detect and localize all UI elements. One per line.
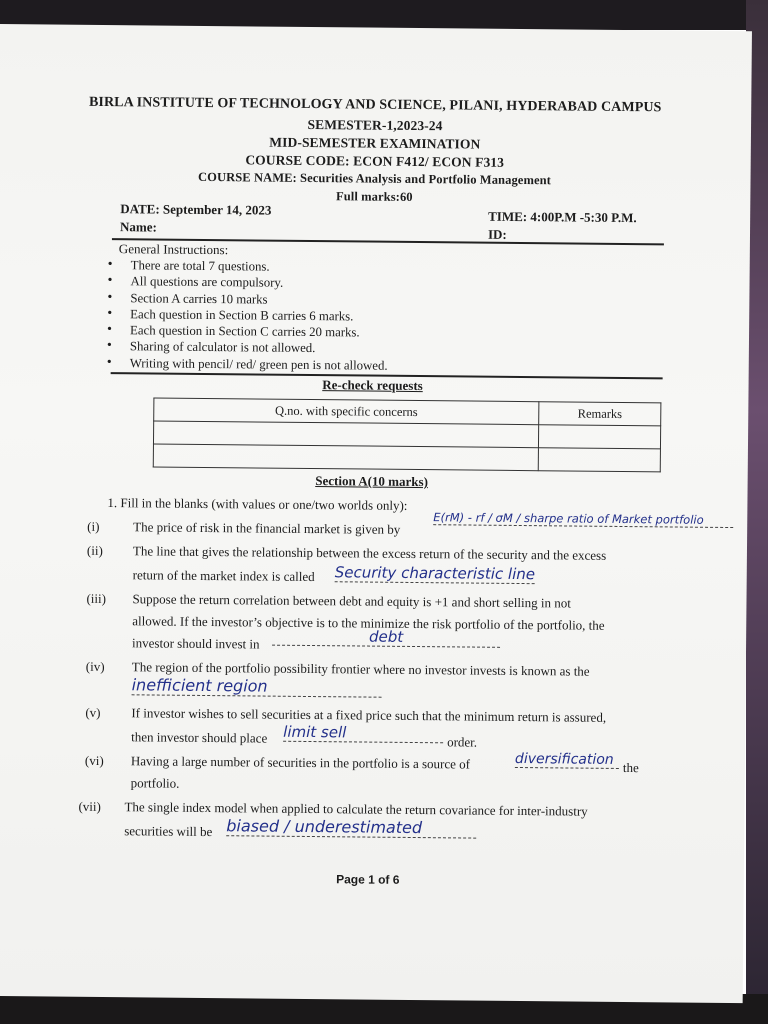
name-field-label: Name: [119,219,157,235]
recheck-col-qno: Q.no. with specific concerns [154,398,539,425]
handwritten-answer: Security characteristic line [334,563,536,584]
table-row [153,444,660,472]
question-text: Suppose the return correlation between debt and equity is +1 and short selling in not [132,591,571,611]
item-number: (iv) [85,658,105,675]
question-text: If investor wishes to sell securities at a fixed price such that the minimum return is assured, [131,705,607,725]
full-marks: Full marks:60 [335,189,413,204]
page-number: Page 1 of 6 [336,872,400,887]
handwritten-answer: E(rM) - rf / σM / sharpe ratio of Market portfolio [433,510,733,528]
exam-time: TIME: 4:00P.M -5:30 P.M. [488,208,637,226]
question-text: The price of risk in the financial market is given by [133,519,401,537]
item-number: (vii) [78,798,101,815]
item-number: (vi) [84,752,104,769]
question-text: return of the market index is called [132,567,315,585]
question-text: The region of the portfolio possibility frontier where no investor invests is known as the [131,659,590,679]
handwritten-answer: limit sell [283,723,443,744]
handwritten-answer: diversification [515,751,619,769]
question-text: order. [447,734,478,750]
section-a-title: Section A(10 marks) [315,473,429,490]
list-item: • Section A carries 10 marks [105,290,388,309]
instructions-title: General Instructions: [118,241,229,258]
item-number: (iii) [86,590,107,607]
course-name: COURSE NAME: Securities Analysis and Portfolio Management [198,169,552,188]
exam-date: DATE: September 14, 2023 [120,201,272,218]
question-text: investor should invest in [131,635,260,652]
question-text: The single index model when applied to calculate the return covariance for inter-industry [124,799,588,819]
exam-page [0,24,752,1003]
semester: SEMESTER-1,2023-24 [307,116,443,134]
institute-name: BIRLA INSTITUTE OF TECHNOLOGY AND SCIENCE, PILANI, HYDERABAD CAMPUS [88,94,662,116]
list-item: • Writing with pencil/ red/ green pen is not allowed. [105,355,388,374]
list-item: • Each question in Section B carries 6 marks. [105,306,388,325]
list-item: • Sharing of calculator is not allowed. [105,339,388,358]
handwritten-answer: biased / underestimated [226,816,476,838]
instructions-list [105,257,389,374]
recheck-title: Re-check requests [322,377,423,394]
item-number: (i) [87,518,100,534]
question-text: securities will be [124,823,213,840]
question-text: then investor should place [131,729,268,746]
item-number: (ii) [86,542,103,559]
question-text: allowed. If the investor’s objective is to the minimize the risk portfolio of the portfolio, the [132,613,605,633]
question-1: 1. Fill in the blanks (with values or one/two worlds only): [107,495,408,513]
question-text: The line that gives the relationship between the excess return of the security and the excess [132,543,607,563]
list-item: • There are total 7 questions. [106,257,389,276]
handwritten-answer: inefficient region [132,675,382,697]
question-text: Having a large number of securities in the portfolio is a source of [130,753,471,772]
item-number: (v) [85,704,101,720]
recheck-col-remarks: Remarks [539,402,661,426]
question-text: portfolio. [130,775,180,791]
recheck-table [153,397,662,472]
id-field-label: ID: [487,226,507,242]
exam-title: MID-SEMESTER EXAMINATION [269,134,481,152]
handwritten-answer: debt [272,627,500,648]
course-code: COURSE CODE: ECON F412/ ECON F313 [245,152,505,170]
question-text: the [622,760,639,776]
list-item: • All questions are compulsory. [105,273,388,292]
list-item: • Each question in Section C carries 20 marks. [105,322,388,341]
